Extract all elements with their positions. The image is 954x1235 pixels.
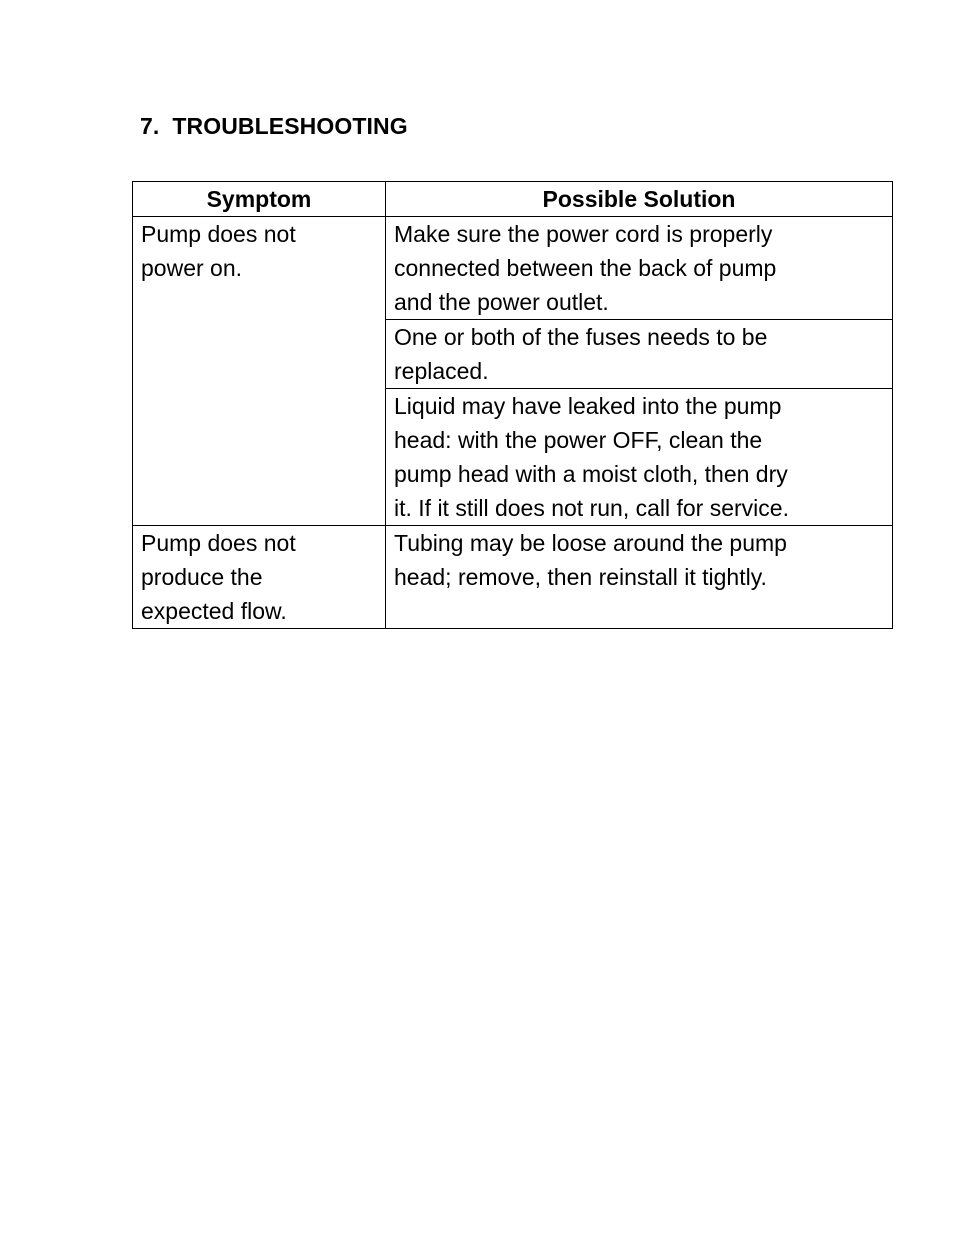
table-header-row xyxy=(133,182,893,217)
symptom-cell: Pump does not produce the expected flow. xyxy=(133,526,386,629)
table-row xyxy=(133,526,893,629)
table-row xyxy=(133,217,893,320)
solution-cell: One or both of the fuses needs to be replaced. xyxy=(386,320,893,389)
solution-column-header: Possible Solution xyxy=(386,182,893,217)
section-heading: 7. TROUBLESHOOTING xyxy=(140,113,408,139)
solution-cell: Liquid may have leaked into the pump head: with the power OFF, clean the pump head with a moist cloth, then dry it. If it still does not run, call for service. xyxy=(386,389,893,526)
symptom-cell: Pump does not power on. xyxy=(133,217,386,526)
symptom-column-header: Symptom xyxy=(133,182,386,217)
solution-cell: Tubing may be loose around the pump head; remove, then reinstall it tightly. xyxy=(386,526,893,629)
solution-cell: Make sure the power cord is properly connected between the back of pump and the power outlet. xyxy=(386,217,893,320)
troubleshooting-table xyxy=(132,181,893,629)
